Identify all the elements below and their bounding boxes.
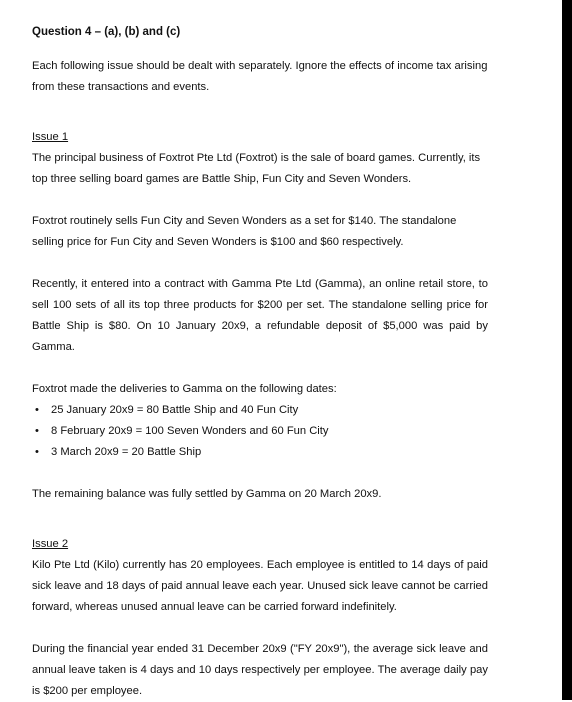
list-item (32, 421, 488, 442)
list-item (32, 442, 488, 463)
question-document (32, 22, 488, 702)
issue-1-paragraph-1: The principal business of Foxtrot Pte Ltd (Foxtrot) is the sale of board games. Currently, its top three selling board games are Battle Ship, Fun City and Seven Wonders. (32, 152, 481, 185)
list-item (32, 400, 488, 421)
bullet-icon: • (35, 425, 39, 437)
intro-paragraph: Each following issue should be dealt with separately. Ignore the effects of income tax arising from these transactions and events. (32, 60, 488, 93)
page-edge-bar (562, 0, 572, 700)
issue-1-paragraph-5: The remaining balance was fully settled by Gamma on 20 March 20x9. (32, 488, 382, 500)
issue-2-paragraph-2: During the financial year ended 31 December 20x9 ("FY 20x9"), the average sick leave and annual leave taken is 4 days and 10 days respectively per employee. The average daily pay is $200 per employee. (32, 643, 488, 697)
bullet-icon: • (35, 446, 39, 458)
delivery-text: 8 February 20x9 = 100 Seven Wonders and 60 Fun City (51, 425, 329, 437)
issue-2-paragraph-1: Kilo Pte Ltd (Kilo) currently has 20 employees. Each employee is entitled to 14 days of paid sick leave and 18 days of paid annual leave each year. Unused sick leave cannot be carried forward, whereas unused annual leave can be carried forward indefinitely. (32, 559, 488, 613)
issue-2-title: Issue 2 (32, 538, 69, 550)
issue-1-paragraph-4: Foxtrot made the deliveries to Gamma on the following dates: (32, 383, 337, 395)
question-heading: Question 4 – (a), (b) and (c) (32, 26, 181, 38)
bullet-icon: • (35, 404, 39, 416)
delivery-text: 3 March 20x9 = 20 Battle Ship (51, 446, 202, 458)
issue-1-title: Issue 1 (32, 131, 69, 143)
issue-1-paragraph-2: Foxtrot routinely sells Fun City and Seven Wonders as a set for $140. The standalone selling price for Fun City and Seven Wonders is $100 and $60 respectively. (32, 215, 457, 248)
delivery-text: 25 January 20x9 = 80 Battle Ship and 40 Fun City (51, 404, 299, 416)
issue-1-paragraph-3: Recently, it entered into a contract with Gamma Pte Ltd (Gamma), an online retail store, to sell 100 sets of all its top three products for $200 per set. The standalone selling price for Battle Ship is $80. On 10 January 20x9, a refundable deposit of $5,000 was paid by Gamma. (32, 278, 488, 353)
delivery-list (32, 400, 488, 463)
